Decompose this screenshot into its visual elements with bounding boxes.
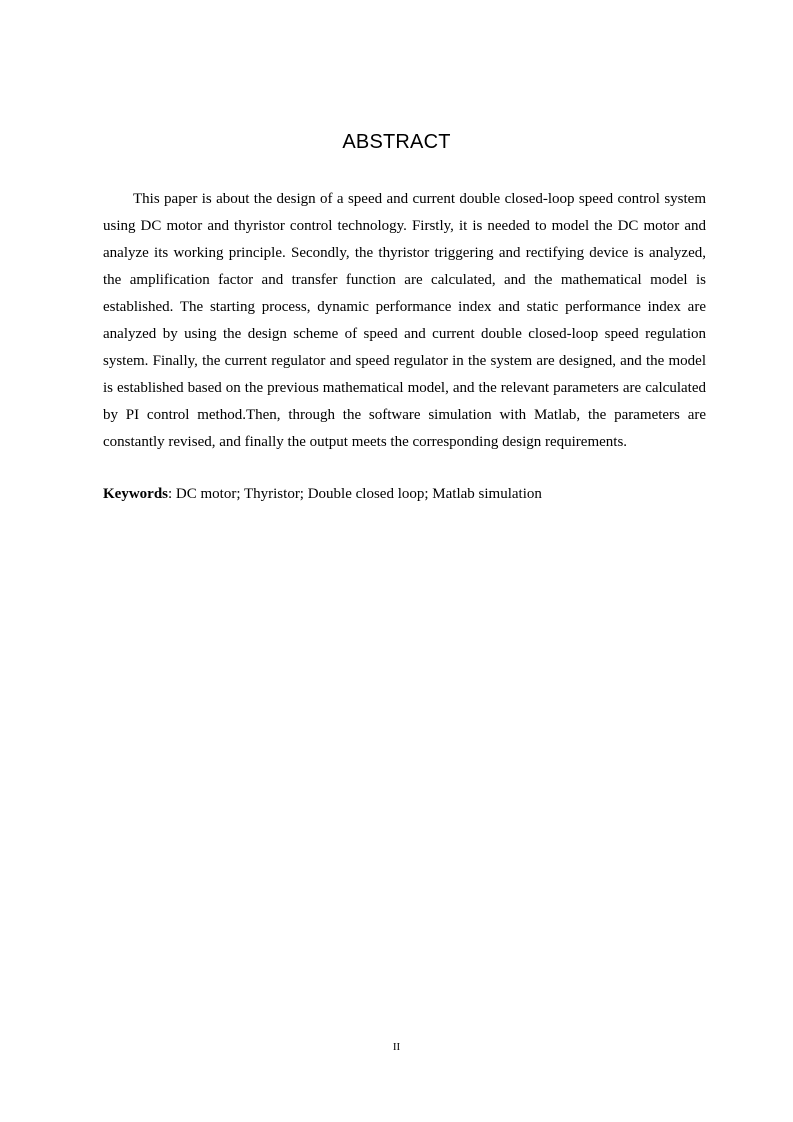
abstract-body: This paper is about the design of a speed and current double closed-loop speed control system using DC motor and thyristor control technology. Firstly, it is needed to model the DC motor and analyze its working principle. Secondly, the thyristor triggering and rectifying device is analyzed, the amplification factor and transfer function are calculated, and the mathematical model is established. The starting process, dynamic performance index and static performance index are analyzed by using the design scheme of speed and current double closed-loop speed regulation system. Finally, the current regulator and speed regulator in the system are designed, and the model is established based on the previous mathematical model, and the relevant parameters are calculated by PI control method.Then, through the software simulation with Matlab, the parameters are constantly revised, and finally the output meets the corresponding design requirements. xyxy=(103,191,706,450)
keywords-label: Keywords xyxy=(103,486,168,502)
keywords-separator: : xyxy=(168,486,176,502)
keywords-line xyxy=(103,481,706,508)
page-number: II xyxy=(392,1041,401,1053)
keywords-text: DC motor; Thyristor; Double closed loop; Matlab simulation xyxy=(175,486,542,502)
abstract-title: ABSTRACT xyxy=(342,131,451,153)
